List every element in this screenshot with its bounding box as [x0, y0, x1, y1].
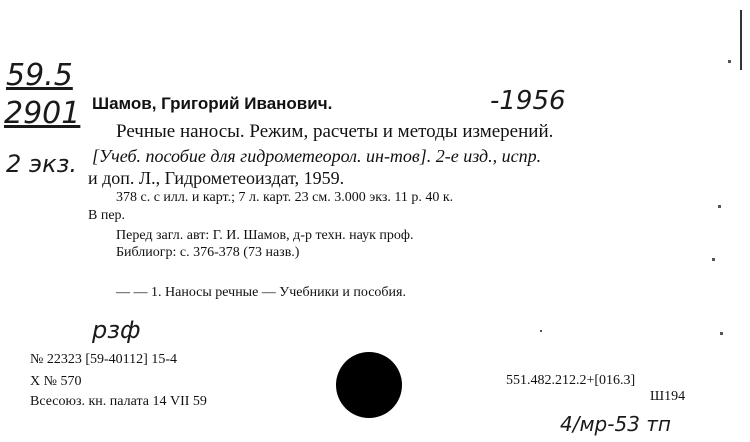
footer-number-line: Х № 570: [30, 374, 82, 389]
scan-speck: [720, 332, 723, 335]
call-number-top: 59.5: [6, 58, 73, 93]
punch-hole: [336, 352, 402, 418]
handwritten-bottom-note: 4/мр-53 тп: [560, 412, 671, 436]
scan-speck: [540, 330, 542, 332]
scan-edge: [740, 10, 742, 70]
scan-speck: [718, 205, 721, 208]
title-line-1: Речные наносы. Режим, расчеты и методы измерений.: [116, 121, 554, 142]
title-line-2: [Учеб. пособие для гидрометеорол. ин-тов]. 2-е изд., испр.: [92, 146, 542, 166]
scan-speck: [712, 258, 715, 261]
bibliography-note: Библиогр: с. 376-378 (73 назв.): [116, 245, 300, 260]
scan-speck: [728, 60, 731, 63]
handwritten-year: -1956: [490, 86, 566, 116]
udc-index: 551.482.212.2+[016.3]: [506, 373, 636, 388]
call-number-bottom: 2901: [4, 96, 81, 131]
author-heading: Шамов, Григорий Иванович.: [92, 94, 333, 113]
footer-registration-line: № 22323 [59-40112] 15-4: [30, 352, 177, 367]
collation-line-1: 378 с. с илл. и карт.; 7 л. карт. 23 см. 3.000 экз. 11 р. 40 к.: [116, 190, 454, 205]
cutter-number: Ш194: [650, 389, 686, 404]
title-line-3: и доп. Л., Гидрометеоиздат, 1959.: [88, 168, 345, 188]
handwritten-stamp: рзф: [92, 316, 141, 344]
copies-handwritten-note: 2 экз.: [6, 150, 77, 178]
collation-line-2: В пер.: [88, 208, 126, 223]
author-note: Перед загл. авт: Г. И. Шамов, д-р техн. наук проф.: [116, 228, 414, 243]
subject-heading: — — 1. Наносы речные — Учебники и пособия.: [116, 285, 406, 300]
footer-chamber-line: Всесоюз. кн. палата 14 VII 59: [30, 394, 207, 409]
